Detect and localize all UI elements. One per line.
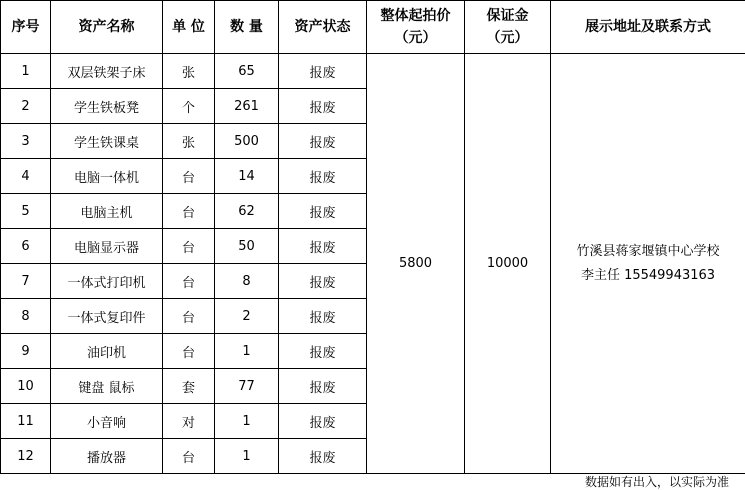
cell-quantity: 1 xyxy=(215,334,279,369)
header-deposit-label: 保证金 xyxy=(486,8,529,24)
cell-name: 播放器 xyxy=(51,439,163,474)
cell-status: 报废 xyxy=(279,229,367,264)
cell-status: 报废 xyxy=(279,159,367,194)
cell-status: 报废 xyxy=(279,89,367,124)
cell-name: 一体式复印件 xyxy=(51,299,163,334)
cell-unit: 台 xyxy=(163,264,215,299)
cell-unit: 张 xyxy=(163,54,215,89)
cell-unit: 台 xyxy=(163,299,215,334)
cell-quantity: 1 xyxy=(215,404,279,439)
cell-unit: 台 xyxy=(163,194,215,229)
contact-address: 竹溪县蒋家堰镇中心学校 xyxy=(576,243,720,259)
cell-index: 1 xyxy=(1,54,51,89)
cell-name: 电脑一体机 xyxy=(51,159,163,194)
cell-unit: 张 xyxy=(163,124,215,159)
deposit-cell: 10000 xyxy=(465,54,551,474)
cell-unit: 台 xyxy=(163,334,215,369)
cell-status: 报废 xyxy=(279,369,367,404)
cell-index: 12 xyxy=(1,439,51,474)
cell-status: 报废 xyxy=(279,264,367,299)
cell-quantity: 62 xyxy=(215,194,279,229)
cell-unit: 台 xyxy=(163,159,215,194)
cell-quantity: 50 xyxy=(215,229,279,264)
cell-status: 报废 xyxy=(279,404,367,439)
cell-name: 键盘 鼠标 xyxy=(51,369,163,404)
cell-quantity: 1 xyxy=(215,439,279,474)
cell-index: 4 xyxy=(1,159,51,194)
contact-person: 李主任 15549943163 xyxy=(580,267,716,283)
header-index: 序号 xyxy=(1,1,51,54)
cell-name: 电脑主机 xyxy=(51,194,163,229)
cell-unit: 台 xyxy=(163,439,215,474)
header-contact: 展示地址及联系方式 xyxy=(551,1,745,54)
cell-status: 报废 xyxy=(279,124,367,159)
cell-status: 报废 xyxy=(279,299,367,334)
cell-quantity: 261 xyxy=(215,89,279,124)
cell-name: 电脑显示器 xyxy=(51,229,163,264)
cell-index: 9 xyxy=(1,334,51,369)
cell-status: 报废 xyxy=(279,334,367,369)
cell-quantity: 500 xyxy=(215,124,279,159)
cell-status: 报废 xyxy=(279,439,367,474)
footnote: 数据如有出入，以实际为准 xyxy=(584,475,729,489)
cell-quantity: 65 xyxy=(215,54,279,89)
cell-name: 一体式打印机 xyxy=(51,264,163,299)
cell-unit: 台 xyxy=(163,229,215,264)
table-row xyxy=(1,54,745,89)
cell-index: 10 xyxy=(1,369,51,404)
cell-status: 报废 xyxy=(279,54,367,89)
header-name: 资产名称 xyxy=(51,1,163,54)
cell-name: 学生铁课桌 xyxy=(51,124,163,159)
start-price-cell: 5800 xyxy=(367,54,465,474)
cell-name: 小音响 xyxy=(51,404,163,439)
header-start-price-unit: （元） xyxy=(394,30,437,46)
cell-index: 7 xyxy=(1,264,51,299)
header-start-price-label: 整体起拍价 xyxy=(380,8,451,24)
cell-unit: 套 xyxy=(163,369,215,404)
cell-index: 2 xyxy=(1,89,51,124)
cell-name: 双层铁架子床 xyxy=(51,54,163,89)
header-status: 资产状态 xyxy=(279,1,367,54)
cell-unit: 个 xyxy=(163,89,215,124)
header-unit: 单 位 xyxy=(163,1,215,54)
cell-unit: 对 xyxy=(163,404,215,439)
cell-index: 11 xyxy=(1,404,51,439)
cell-quantity: 2 xyxy=(215,299,279,334)
cell-quantity: 77 xyxy=(215,369,279,404)
cell-index: 5 xyxy=(1,194,51,229)
cell-quantity: 8 xyxy=(215,264,279,299)
cell-name: 学生铁板凳 xyxy=(51,89,163,124)
cell-index: 3 xyxy=(1,124,51,159)
table-header-row xyxy=(1,1,745,54)
header-deposit-unit: （元） xyxy=(486,30,529,46)
cell-quantity: 14 xyxy=(215,159,279,194)
cell-name: 油印机 xyxy=(51,334,163,369)
header-deposit xyxy=(465,1,551,54)
header-start-price xyxy=(367,1,465,54)
header-quantity: 数 量 xyxy=(215,1,279,54)
cell-index: 6 xyxy=(1,229,51,264)
cell-status: 报废 xyxy=(279,194,367,229)
contact-cell xyxy=(551,54,745,474)
cell-index: 8 xyxy=(1,299,51,334)
